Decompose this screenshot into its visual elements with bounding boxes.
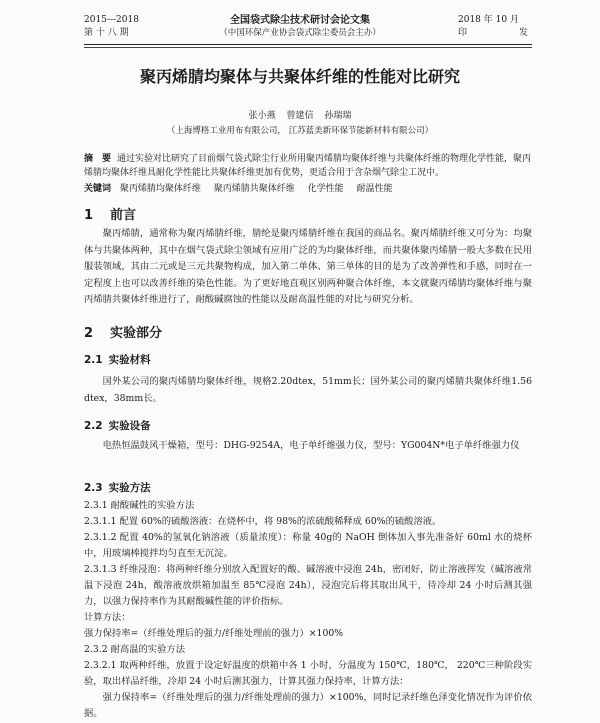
header-organizer: （中国环保产业协会袋式除尘委员会主办）: [219, 28, 381, 38]
method-2-3-1: 2.3.1 耐酸碱性的实验方法: [84, 500, 195, 511]
header-print-b: 发: [518, 28, 528, 38]
section-2-heading: [84, 322, 162, 341]
subsection-2-2-heading: [84, 418, 151, 433]
subsection-2-1-paragraph: 国外某公司的聚丙烯腈均聚体纤维，规格2.20dtex，51mm长；国外某公司的聚丙烯腈共聚体纤维1.56 dtex，38mm长。: [84, 376, 532, 404]
affiliation: （上海博格工业用布有限公司， 江苏蓝美新环保节能新材料有限公司）: [166, 126, 434, 136]
section-number: 2: [84, 326, 94, 341]
section-1-heading: [84, 204, 136, 223]
section-title: 实验部分: [110, 326, 163, 341]
header-rule-thin: [84, 47, 532, 48]
keywords-label: 关键词: [84, 184, 112, 194]
subsection-title: 实验材料: [108, 354, 151, 366]
subsection-title: 实验方法: [108, 482, 151, 494]
header-rule: [84, 44, 532, 45]
section-title: 前言: [110, 208, 137, 223]
abstract-label: 摘 要: [84, 154, 112, 164]
header-years: 2015---2018: [84, 15, 139, 25]
authors: 张小燕 曾建信 孙瑞瑞: [248, 111, 352, 121]
header-issue: 第 十 八 期: [84, 28, 129, 38]
keyword: 聚丙烯腈均聚体纤维: [119, 184, 201, 194]
paper-title: 聚丙烯腈均聚体与共聚体纤维的性能对比研究: [139, 67, 460, 86]
method-2-3-1-2: 2.3.1.2 配置 40%的氢氧化钠溶液（质量浓度）：称量 40g的 NaOH 倒体加入事先准备好 60ml 水的烧杯中，用玻璃棒搅拌均匀直至无沉淀。: [84, 532, 532, 559]
keyword: 化学性能: [307, 184, 344, 194]
section-1-paragraph: 聚丙烯腈，通常称为聚丙烯腈纤维，腈纶是聚丙烯腈纤维在我国的商品名。聚丙烯腈纤维又可分为：均聚体与共聚体两种，其中在烟气袋式除尘领域有应用广泛的为均聚体纤维，而共聚体聚丙烯腈一般大多数在民用服装领域，其由二元或是三元共聚物构成，加入第二单体、第三单体的目的是为了改善弹性和手感，同时在一定程度上也可以改善纤维的染色性能。为了更好地直观区别两种聚合体纤维，本文就聚丙烯腈均聚体纤维与聚丙烯腈共聚体纤维进行了，耐酸碱腐蚀的性能以及耐高温性能的对比与研究分析。: [84, 228, 532, 305]
abstract-text: 通过实验对比研究了目前烟气袋式除尘行业所用聚丙烯腈均聚体纤维与共聚体纤维的物理化学性能，聚丙烯腈均聚体纤维具耐化学性能比共聚体纤维更加有优势，更适合用于含杂烟气除尘工况中。: [84, 154, 532, 178]
header-date: 2018 年 10 月: [458, 15, 519, 25]
formula-strength-retention-2: 强力保持率=（纤维处理后的强力/纤维处理前的强力）×100%，同时记录纤维色泽变化情况作为评价依据。: [84, 692, 532, 719]
method-2-3-2-1: 2.3.2.1 取两种纤维，放置于设定好温度的烘箱中各 1 小时，分温度为 150℃，180℃， 220℃三种阶段实验，取出样品纤维，冷却 24 小时后测其强力，计算其强力保持率，计算方法：: [84, 660, 532, 687]
subsection-2-3-heading: [84, 480, 151, 495]
abstract: [84, 152, 532, 180]
method-2-3-1-3: 2.3.1.3 纤维浸泡：将两种纤维分别放入配置好的酸、碱溶液中浸泡 24h，密闭好，防止溶液挥发（碱溶液常温下浸泡 24h，酸溶液放烘箱加温至 85℃浸泡 24h），浸泡完后将其取出风干，待冷却 24 小时后测其强力，以强力保持率作为其耐酸碱性能的评价指标。: [84, 564, 532, 607]
section-number: 1: [84, 208, 94, 223]
keyword: 聚丙烯腈共聚体纤维: [213, 184, 295, 194]
subsection-2-2-paragraph: 电热恒温鼓风干燥箱，型号：DHG-9254A，电子单纤维强力仪，型号：YG004N*电子单纤维强力仪: [102, 440, 520, 451]
keywords: [84, 182, 532, 196]
header-proceedings-title: 全国袋式除尘技术研讨会论文集: [230, 15, 370, 26]
method-2-3-1-1: 2.3.1.1 配置 60%的硫酸溶液：在烧杯中，将 98%的浓硫酸稀释成 60%的硫酸溶液。: [84, 516, 442, 527]
calc-method-label: 计算方法：: [84, 612, 131, 623]
header-print-a: 印: [458, 28, 468, 38]
subsection-2-1-heading: [84, 352, 151, 367]
subsection-number: 2.2: [84, 420, 103, 432]
subsection-number: 2.3: [84, 482, 103, 494]
method-2-3-2: 2.3.2 耐高温的实验方法: [84, 644, 185, 655]
formula-strength-retention: 强力保持率=（纤维处理后的强力/纤维处理前的强力）×100%: [84, 628, 344, 639]
subsection-title: 实验设备: [108, 420, 151, 432]
keyword: 耐温性能: [356, 184, 393, 194]
header-right: [458, 14, 528, 40]
header-print-note: [458, 27, 528, 40]
subsection-number: 2.1: [84, 354, 103, 366]
